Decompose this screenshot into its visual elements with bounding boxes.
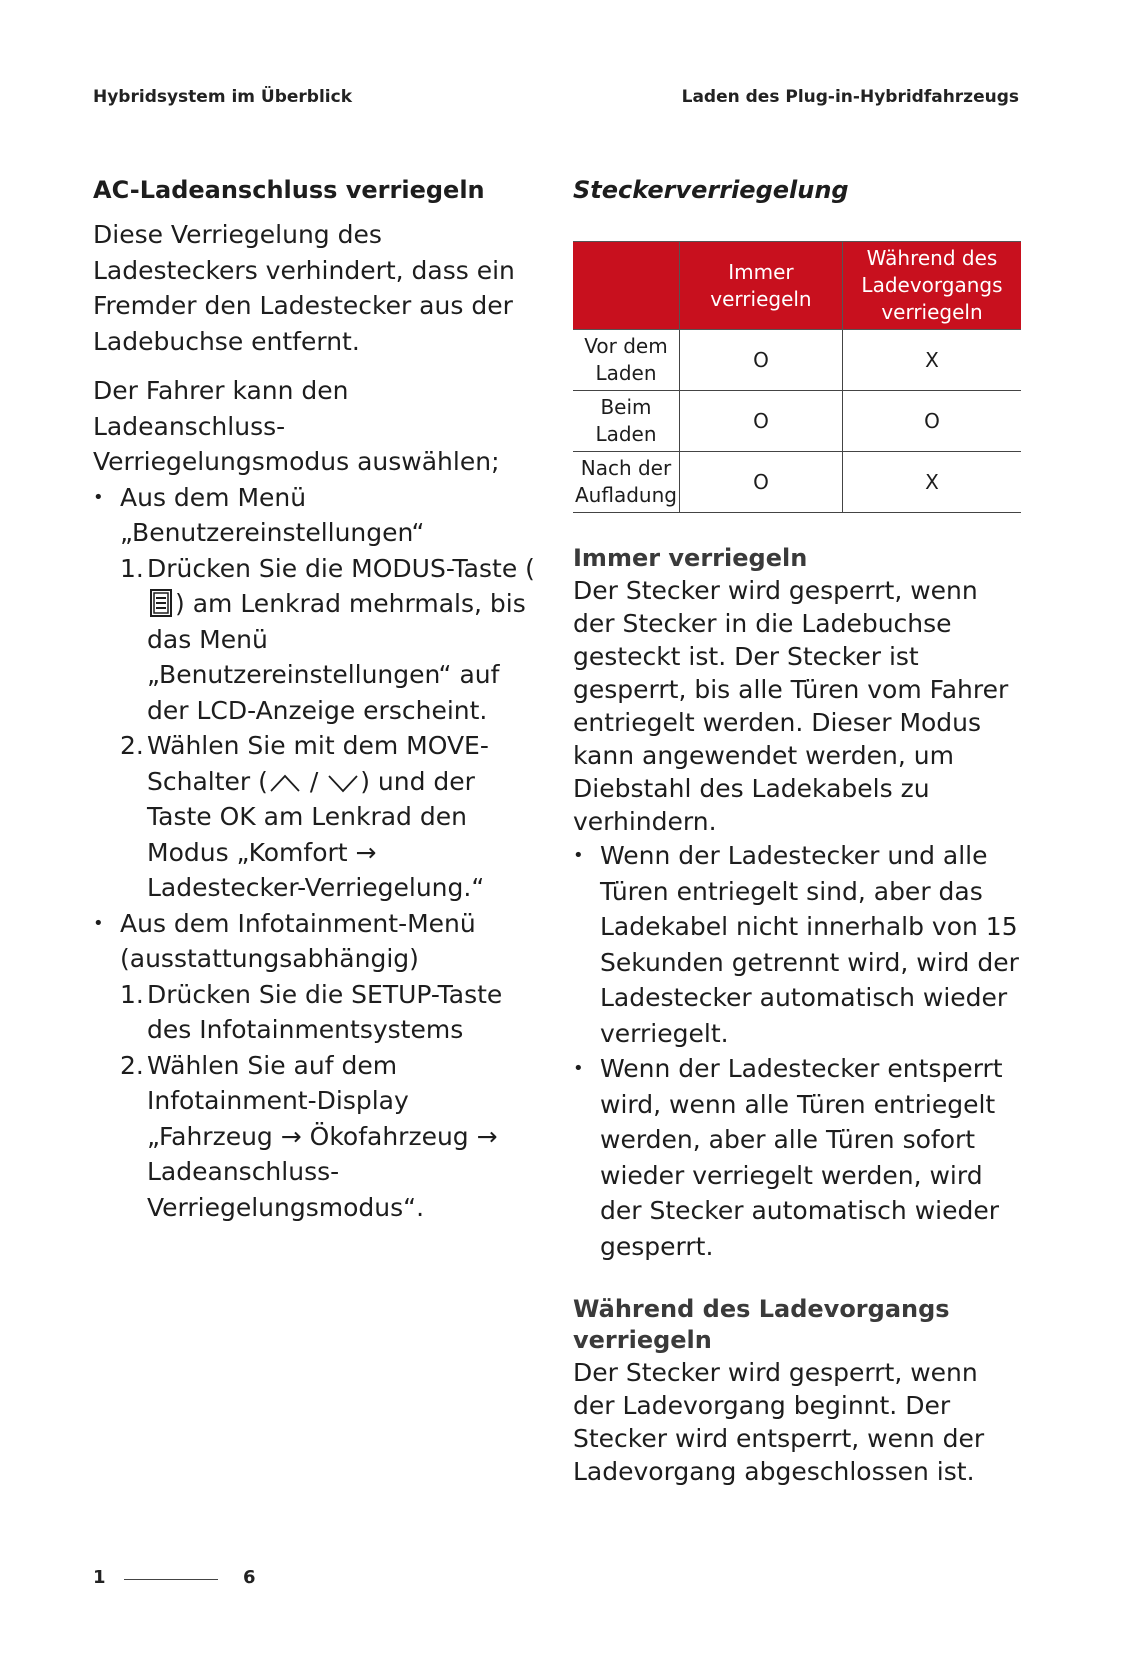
table-cell: O <box>679 391 842 452</box>
paragraph-during-charging: Der Stecker wird gesperrt, wenn der Ladevorgang beginnt. Der Stecker wird entsperrt, wenn der Ladevorgang abgeschlossen ist. <box>573 1358 985 1486</box>
step-text: ) am Lenkrad mehrmals, bis das Menü „Benutzereinstellungen“ auf der LCD-Anzeige erscheint. <box>147 589 526 725</box>
step-text: Drücken Sie die SETUP-Taste des Infotainmentsystems <box>147 979 503 1044</box>
header-section-title: Hybridsystem im Überblick <box>93 87 353 107</box>
bullet-text: Wenn der Ladestecker und alle Türen entriegelt sind, aber das Ladekabel nicht innerhalb von 15 Sekunden getrennt wird, wird der Ladestecker automatisch wieder verriegelt. <box>600 841 1019 1048</box>
lock-mode-table <box>573 241 1021 513</box>
list-item <box>93 551 538 729</box>
table-row <box>573 391 1021 452</box>
list-item: • Wenn der Ladestecker entsperrt wird, wenn alle Türen entriegelt werden, aber alle Türen sofort wieder verriegelt werden, wird der Stecker automatisch wieder gesperrt. <box>573 1054 1003 1261</box>
table-row <box>573 452 1021 513</box>
left-column <box>93 175 538 1225</box>
arrow-down-icon <box>326 772 360 794</box>
subsection-title-during-charging: Während des Ladevorgangs verriegeln <box>573 1295 950 1354</box>
step-text: Wählen Sie mit dem MOVE-Schalter ( <box>147 731 489 796</box>
bullet-infotainment: Aus dem Infotainment-Menü (ausstattungsabhängig) <box>120 908 476 973</box>
header-chapter-title: Laden des Plug-in-Hybridfahrzeugs <box>681 87 1019 107</box>
step-number: 1. <box>120 979 144 1009</box>
table-cell: O <box>679 452 842 513</box>
table-cell: X <box>842 452 1021 513</box>
intro-paragraph-2: Der Fahrer kann den Ladeanschluss-Verriegelungsmodus auswählen; <box>93 376 500 476</box>
right-column <box>573 175 1023 1488</box>
section-title: AC-Ladeanschluss verriegeln <box>93 176 485 204</box>
footer-chapter: 1 <box>93 1567 106 1588</box>
table-cell: Nach der Aufladung <box>573 452 679 513</box>
step-number: 1. <box>120 553 144 583</box>
table-cell: O <box>842 391 1021 452</box>
list-item: • Wenn der Ladestecker und alle Türen entriegelt sind, aber das Ladekabel nicht innerhalb von 15 Sekunden getrennt wird, wird der Ladestecker automatisch wieder verriegelt. <box>573 841 1019 1048</box>
paragraph-always: Der Stecker wird gesperrt, wenn der Stecker in die Ladebuchse gesteckt ist. Der Stecker ist gesperrt, bis alle Türen vom Fahrer entriegelt werden. Dieser Modus kann angewendet werden, um Diebstahl des Ladekabels zu verhindern. <box>573 576 1009 836</box>
list-item: • Aus dem Infotainment-Menü (ausstattungsabhängig) <box>93 908 476 973</box>
list-item <box>93 728 538 906</box>
bullet-user-settings: Aus dem Menü „Benutzereinstellungen“ <box>120 482 425 547</box>
table-cell: Beim Laden <box>573 391 679 452</box>
arrow-up-icon <box>268 772 302 794</box>
menu-mode-icon <box>147 588 175 618</box>
intro-paragraph: Diese Verriegelung des Ladesteckers verhindert, dass ein Fremder den Ladestecker aus der Ladebuchse entfernt. <box>93 220 515 356</box>
table-title: Steckerverriegelung <box>573 176 849 204</box>
list-item: • Aus dem Menü „Benutzereinstellungen“ <box>93 482 425 547</box>
footer-divider <box>124 1579 218 1580</box>
step-text: Drücken Sie die MODUS-Taste ( <box>147 553 535 583</box>
table-header-during-charging: Während des Ladevorgangs verriegeln <box>842 242 1021 330</box>
table-header-always: Immer verriegeln <box>679 242 842 330</box>
table-header-empty <box>573 242 679 330</box>
subsection-title-always: Immer verriegeln <box>573 544 808 572</box>
list-item <box>93 977 538 1048</box>
step-text: Wählen Sie auf dem Infotainment-Display „Fahrzeug → Ökofahrzeug → Ladeanschluss-Verriegelungsmodus“. <box>147 1050 498 1222</box>
table-row <box>573 330 1021 391</box>
footer-page-number: 6 <box>243 1567 256 1588</box>
bullet-text: Wenn der Ladestecker entsperrt wird, wenn alle Türen entriegelt werden, aber alle Türen sofort wieder verriegelt werden, wird der Stecker automatisch wieder gesperrt. <box>600 1054 1003 1261</box>
step-number: 2. <box>120 1050 144 1080</box>
table-cell: Vor dem Laden <box>573 330 679 391</box>
step-text: ) und der Taste OK am Lenkrad den Modus „Komfort → Ladestecker-Verriegelung.“ <box>147 766 485 902</box>
list-item <box>93 1048 538 1226</box>
separator: / <box>301 766 327 796</box>
step-number: 2. <box>120 731 144 760</box>
table-cell: O <box>679 330 842 391</box>
table-header-row <box>573 242 1021 330</box>
table-cell: X <box>842 330 1021 391</box>
